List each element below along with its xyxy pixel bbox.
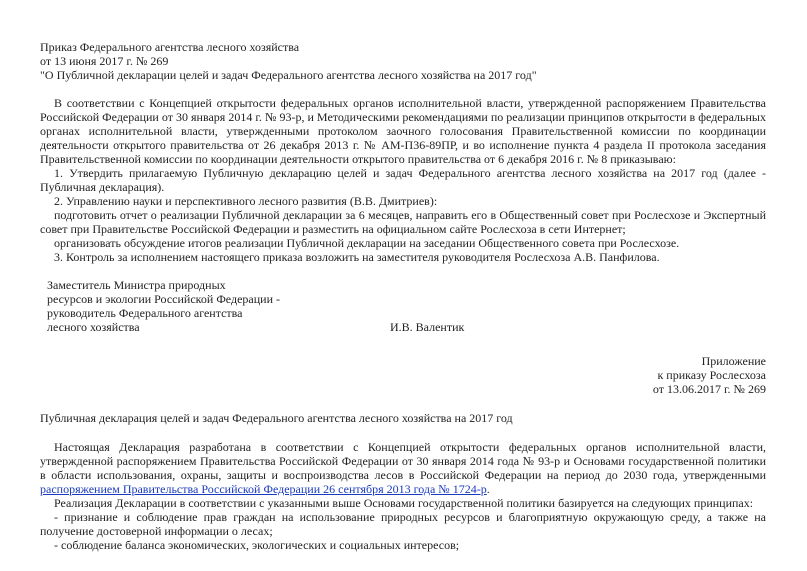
- order-header-line3: "О Публичной декларации целей и задач Федерального агентства лесного хозяйства на 2017 год": [40, 68, 537, 82]
- order-body: [40, 96, 766, 264]
- order-item-2: 2. Управлению науки и перспективного лесного развития (В.В. Дмитриев):: [54, 194, 438, 208]
- declaration-title: Публичная декларация целей и задач Федерального агентства лесного хозяйства на 2017 год: [40, 411, 513, 425]
- signature-line3: руководитель Федерального агентства: [47, 306, 243, 320]
- order-header-line2: от 13 июня 2017 г. № 269: [40, 54, 169, 68]
- declaration-para-2: Реализация Декларации в соответствии с указанными выше Основами государственной политики базируется на следующих принципах:: [54, 496, 754, 510]
- appendix-line2: к приказу Рослесхоза: [657, 368, 766, 382]
- signature-line1: Заместитель Министра природных: [47, 278, 226, 292]
- declaration-body: [40, 440, 766, 552]
- appendix-line3: от 13.06.2017 г. № 269: [652, 382, 766, 396]
- order-header-line1: Приказ Федерального агентства лесного хозяйства: [40, 40, 300, 54]
- document-page: [40, 40, 766, 552]
- order-header: [40, 40, 766, 82]
- appendix-header: [40, 354, 766, 396]
- signatory-name: И.В. Валентик: [390, 320, 465, 334]
- signature-line2: ресурсов и экологии Российской Федерации -: [47, 292, 280, 306]
- order-item-2b: организовать обсуждение итогов реализации Публичной декларации на заседании Общественного совета при Рослесхозе.: [54, 236, 680, 250]
- declaration-bullet-1: - признание и соблюдение прав граждан на использование природных ресурсов и благоприятную окружающую среду, а также на получение достоверной информации о лесах;: [40, 510, 766, 538]
- appendix-line1: Приложение: [701, 354, 766, 368]
- order-item-3: 3. Контроль за исполнением настоящего приказа возложить на заместителя руководителя Рослесхоза А.В. Панфилова.: [54, 250, 660, 264]
- regulation-link[interactable]: распоряжением Правительства Российской Федерации 26 сентября 2013 года № 1724-р: [40, 482, 487, 496]
- declaration-para-1-end: .: [486, 482, 490, 496]
- order-item-1: 1. Утвердить прилагаемую Публичную декларацию целей и задач Федерального агентства лесного хозяйства на 2017 год (далее - Публичная декларация).: [40, 166, 766, 194]
- order-preamble: В соответствии с Концепцией открытости федеральных органов исполнительной власти, утвержденной распоряжением Правительства Российской Федерации от 30 января 2014 г. № 93-р, и Методическими рекомендациями по реализации принципов открытости в федеральных органах исполнительной власти, утвержденными протоколом заочного голосования Правительственной комиссии по координации деятельности открытого правительства от 26 декабря 2013 г. № АМ-П36-89ПР, и во исполнение пункта 4 раздела II протокола заседания Правительственной комиссии по координации деятельности открытого правительства от 6 декабря 2016 г. № 8 приказываю:: [40, 96, 766, 166]
- signature-line4: лесного хозяйства: [47, 320, 140, 334]
- declaration-para-1-text: Настоящая Декларация разработана в соответствии с Концепцией открытости федеральных органов исполнительной власти, утвержденной распоряжением Правительства Российской Федерации от 30 января 2014 года № 93-р и Основами государственной политики в области использования, охраны, защиты и воспроизводства лесов в Российской Федерации на период до 2030 года, утвержденными: [40, 440, 766, 482]
- declaration-bullet-2: - соблюдение баланса экономических, экологических и социальных интересов;: [54, 538, 460, 552]
- order-item-2a: подготовить отчет о реализации Публичной декларации за 6 месяцев, направить его в Общественный совет при Рослесхозе и Экспертный совет при Правительстве Российской Федерации и разместить на официальном сайте Рослесхоза в сети Интернет;: [40, 208, 766, 236]
- signature-block: [47, 278, 766, 334]
- declaration-para-1: [40, 440, 766, 496]
